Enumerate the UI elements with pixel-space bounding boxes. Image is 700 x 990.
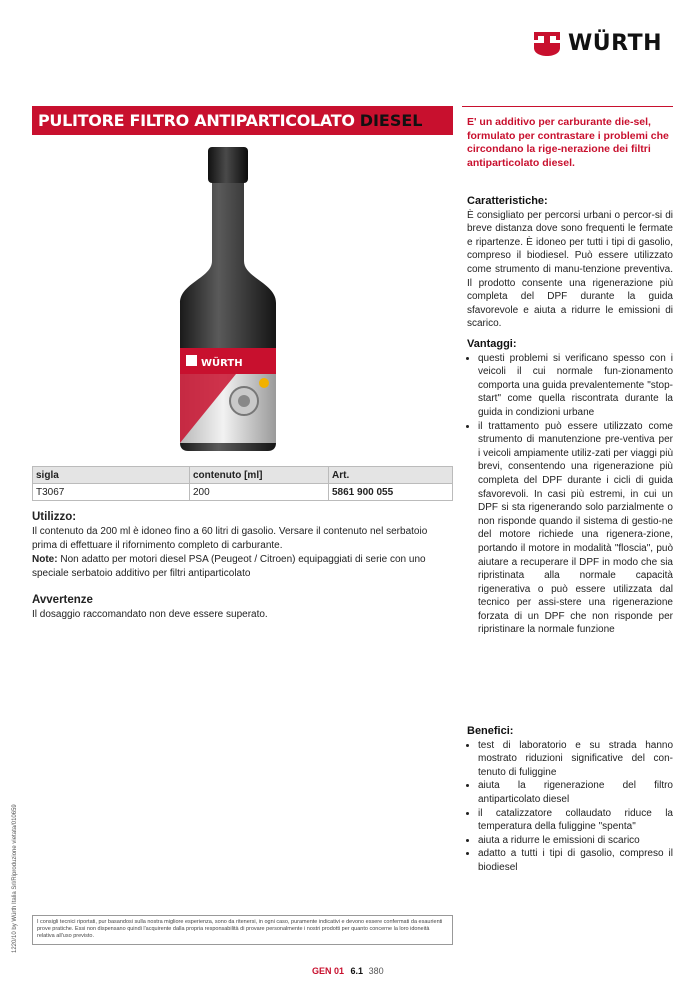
caratteristiche-heading: Caratteristiche: xyxy=(467,195,548,207)
table-row xyxy=(33,484,453,501)
brand-name: WÜRTH xyxy=(568,30,663,56)
product-title: PULITORE FILTRO ANTIPARTICOLATO xyxy=(38,110,355,130)
note-label: Note: xyxy=(32,554,58,565)
utilizzo-heading: Utilizzo: xyxy=(32,511,77,523)
list-item: • questi problemi si verificano spesso con i veicoli il cui normale fun-zionamento comporta una guida prevalentemente "stop-start" come quella riscontrata durante la guida in condizioni urbane xyxy=(478,352,673,420)
col-header-sigla: sigla xyxy=(33,467,190,484)
warnings-section xyxy=(32,593,452,622)
vantaggi-heading: Vantaggi: xyxy=(467,338,517,350)
benefici-section xyxy=(467,725,673,875)
vantaggi-list xyxy=(467,352,673,637)
product-title-highlight: DIESEL xyxy=(359,110,423,130)
bottle-label-brand: WÜRTH xyxy=(201,358,243,369)
product-title-bar xyxy=(32,106,453,134)
cell-art: 5861 900 055 xyxy=(329,484,453,501)
footer-section: GEN 01 xyxy=(312,966,345,976)
list-item: • test di laboratorio e su strada hanno mostrato riduzioni significative del con-tenuto di fuliggine xyxy=(478,739,673,780)
benefici-list xyxy=(467,739,673,875)
spec-table xyxy=(32,466,453,501)
intro-text: E' un additivo per carburante die-sel, formulato per contrastare i problemi che circondano la rige-nerazione dei filtri antiparticolato diesel. xyxy=(467,116,669,169)
cell-contenuto: 200 xyxy=(190,484,329,501)
avvertenze-heading: Avvertenze xyxy=(32,594,93,606)
list-item: • aiuta a ridurre le emissioni di scarico xyxy=(478,834,673,848)
utilizzo-text: Il contenuto da 200 ml è idoneo fino a 60 litri di gasolio. Versare il contenuto nel serbatoio prima di effettuare il rifornimento completo di carburante. xyxy=(32,526,428,551)
side-copyright: 1220/10 by Würth Italia Srl/Riproduzione vietata/010659 xyxy=(12,804,18,953)
wurth-logo xyxy=(532,28,662,58)
benefici-heading: Benefici: xyxy=(467,725,514,737)
caratteristiche-section xyxy=(467,195,673,331)
page-number: 380 xyxy=(368,966,384,976)
table-header-row xyxy=(33,467,453,484)
wurth-logo-icon xyxy=(532,28,562,58)
title-divider xyxy=(32,134,453,135)
col-header-art: Art. xyxy=(329,467,453,484)
footer-subsection: 6.1 xyxy=(350,966,364,976)
list-item: • adatto a tutti i tipi di gasolio, compreso il biodiesel xyxy=(478,847,673,874)
caratteristiche-text: È consigliato per percorsi urbani o percor-si di breve distanza dove sono frequenti le fermate e ripartenze. È idoneo per tutti i tipi di gasolio, compreso il biodiesel. Può essere utilizzato come strumento di manu-tenzione preventiva. Il prodotto consente una rigenerazione più completa del DPF durante la guida sfavorevole e aiuta a ridurre le emissioni di scarico. xyxy=(467,209,673,330)
vantaggi-section xyxy=(467,338,673,637)
disclaimer-box: I consigli tecnici riportati, pur basandosi sulla nostra migliore esperienza, sono da ritenersi, in ogni caso, puramente indicativi e devono essere confermati da esaurienti prove pratiche. Essi non dispensano quindi l'acquirente dalla propria responsabilità di provare personalmente i nostri prodotti per quanto concerne la loro idoneità relativa all'uso previsto. xyxy=(32,915,453,945)
avvertenze-text: Il dosaggio raccomandato non deve essere superato. xyxy=(32,609,268,620)
note-paragraph xyxy=(32,553,452,581)
col-header-contenuto: contenuto [ml] xyxy=(190,467,329,484)
cell-sigla: T3067 xyxy=(33,484,190,501)
note-text: Non adatto per motori diesel PSA (Peugeot / Citroen) equipaggiati di serie con uno speciale serbatoio additivo per filtri antiparticolato xyxy=(32,554,426,579)
usage-section xyxy=(32,510,452,622)
page-footer xyxy=(312,966,384,976)
column-divider xyxy=(462,106,673,107)
list-item: • aiuta la rigenerazione del filtro antiparticolato diesel xyxy=(478,779,673,806)
list-item: • il catalizzatore collaudato riduce la temperatura della fuliggine "spenta" xyxy=(478,807,673,834)
list-item: • il trattamento può essere utilizzato come strumento di manutenzione pre-ventiva per i veicoli ampiamente utiliz-zati per viaggi più brevi, consentendo una rigenerazione più completa del DPF durante i cicli di guida sfavorevoli. In casi più estremi, in cui un DPF si sta rigenerando solo parzialmente o non risponde quando il sistema di gestio-ne del motore richiede una rigenera-zione, portando il motore in modalità "floscia", può aiutare a recuperare il DPF in modo che sia ripristinata alla normale capacità rigenerativa o può essere utilizzata dal tecnico per assi-stere una rigenerazione forzata di un DPF che non risponde per ripristinare la normale funzione xyxy=(478,420,673,638)
product-bottle-image xyxy=(176,143,280,453)
